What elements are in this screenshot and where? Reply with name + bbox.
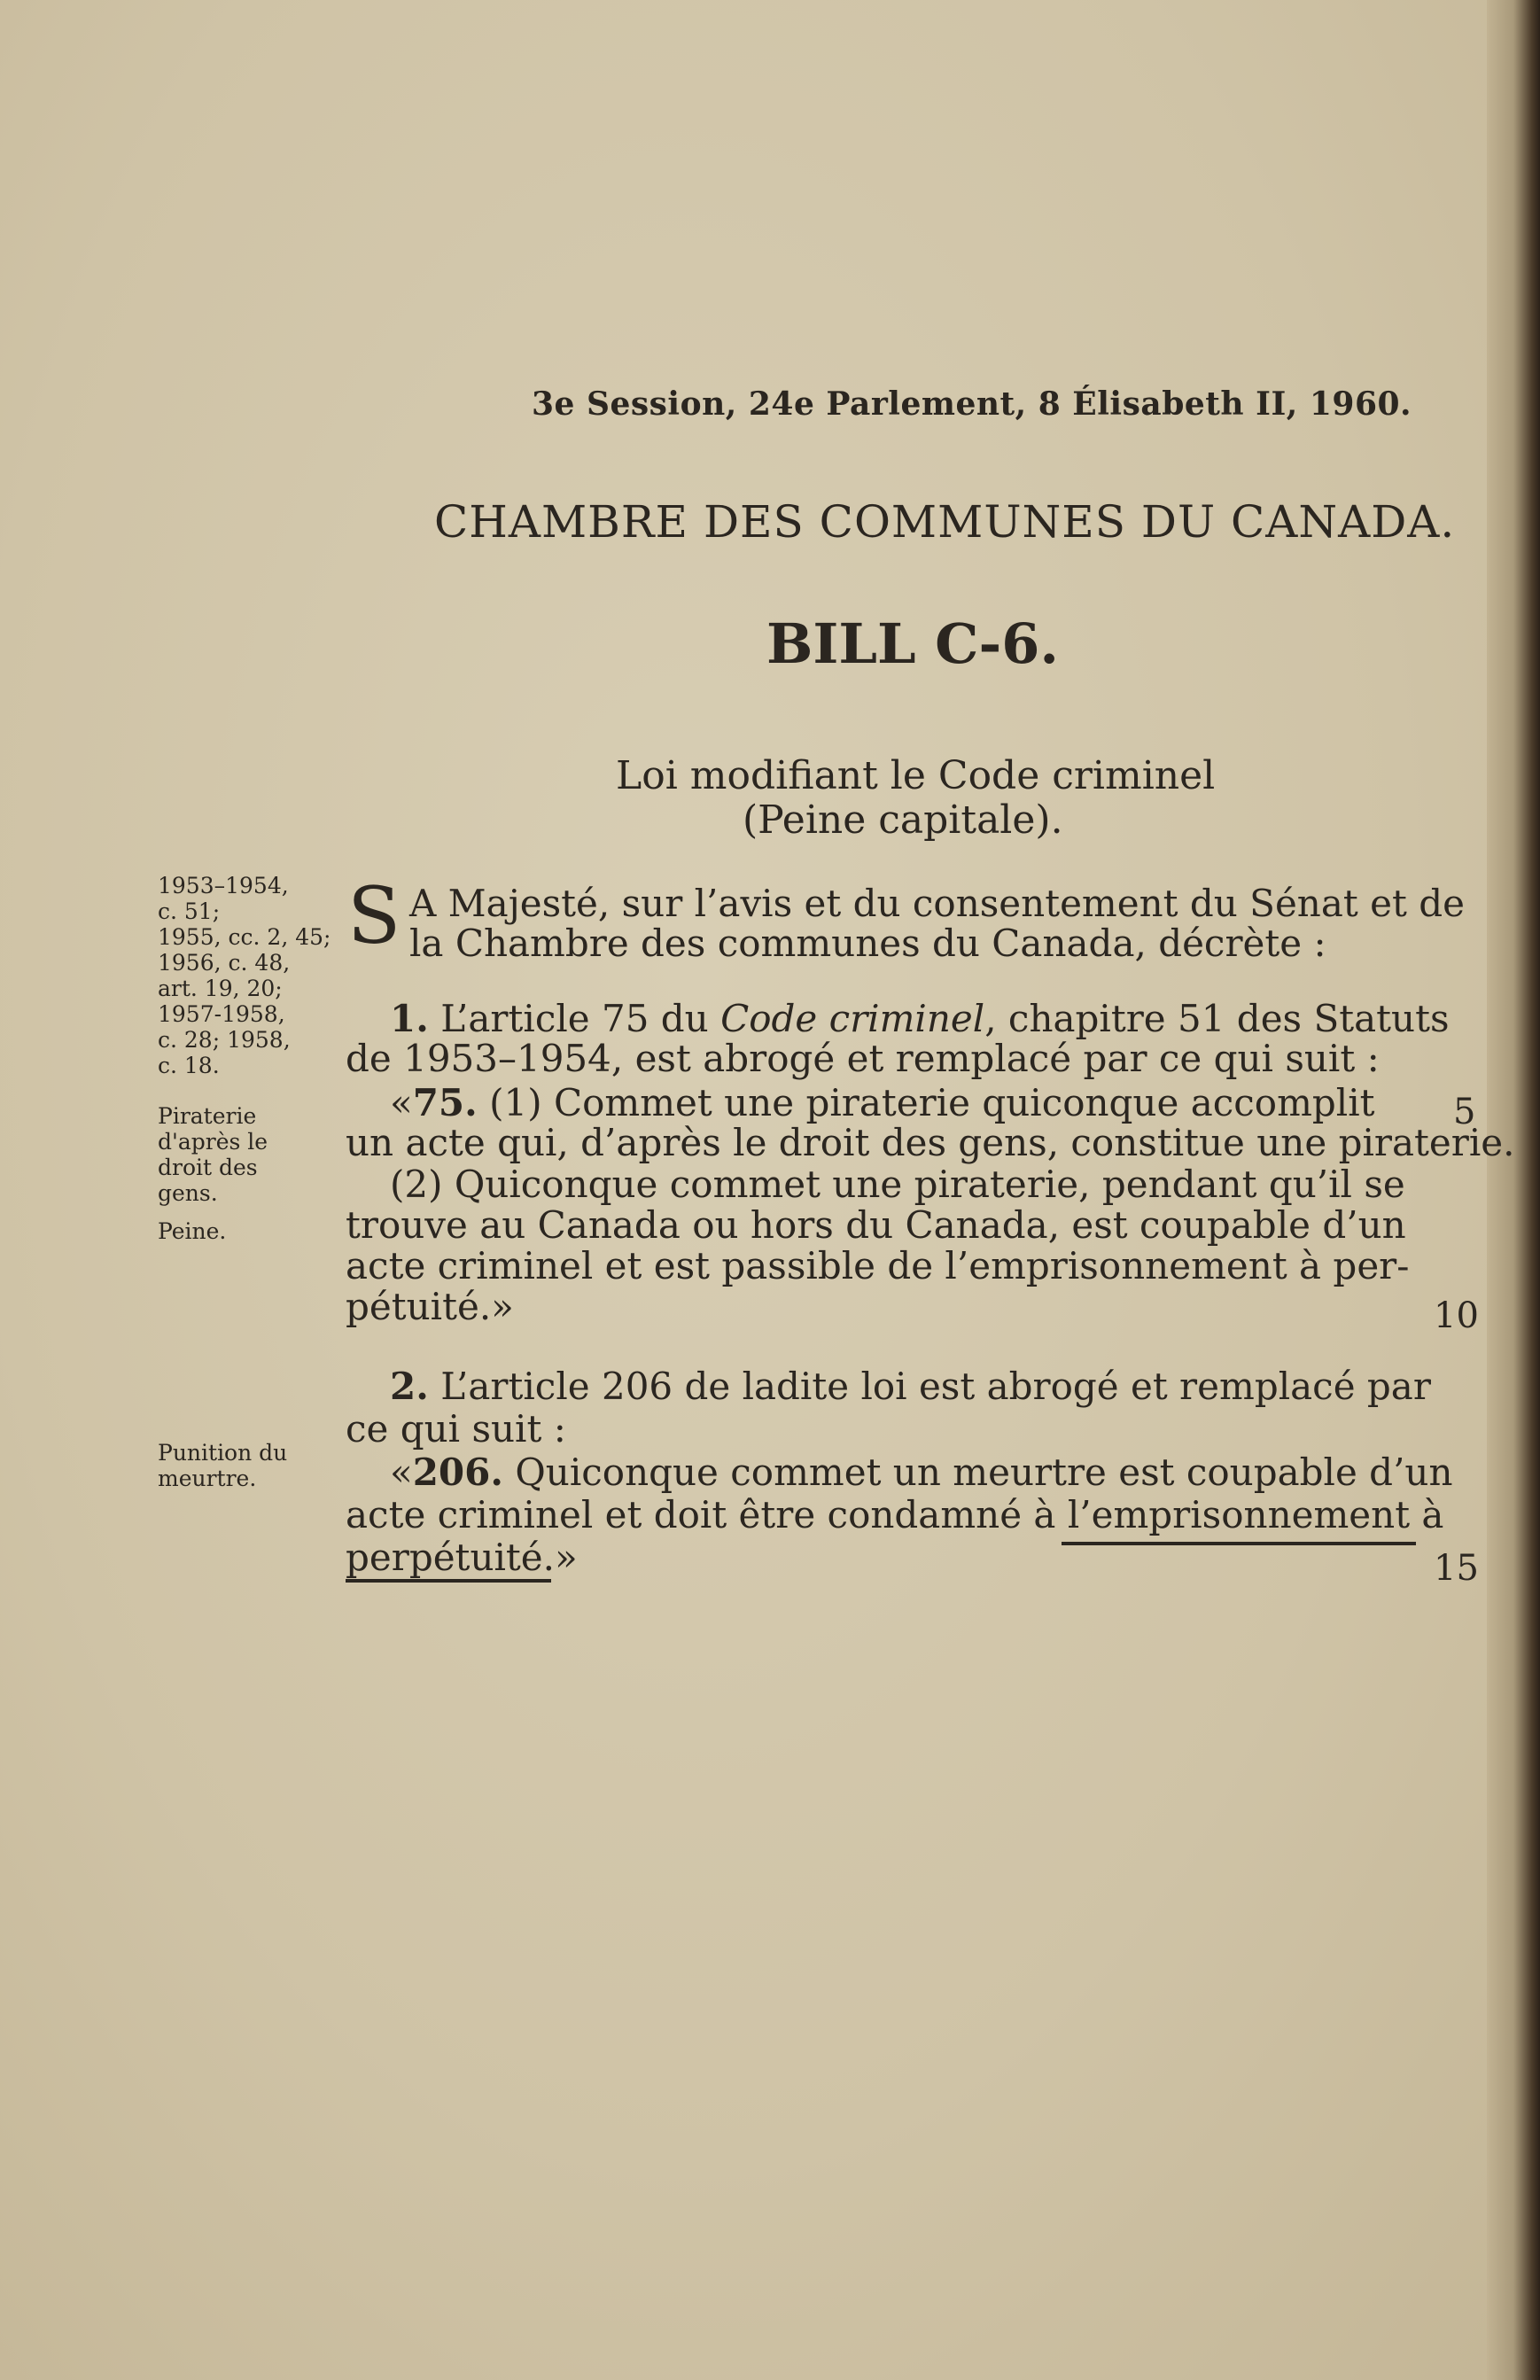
bill-number: BILL C-6.	[766, 611, 1059, 676]
line-number-10: 10	[1434, 1295, 1479, 1336]
handwritten-underline-1	[1062, 1542, 1416, 1545]
handwritten-underline-2	[346, 1579, 551, 1583]
margin-note-murder: Punition du meurtre.	[158, 1440, 288, 1491]
section-2-line-1: 2. L’article 206 de ladite loi est abrogé et remplacé par	[390, 1365, 1431, 1408]
section-2-number: 2.	[390, 1365, 429, 1408]
section-2-line-2: ce qui suit :	[346, 1407, 566, 1451]
enacting-clause-line-2: la Chambre des communes du Canada, décrète :	[409, 922, 1326, 965]
margin-note-penalty: Peine.	[158, 1218, 227, 1244]
article-206-line-1: «206. Quiconque commet un meurtre est coupable d’un	[390, 1451, 1453, 1494]
bill-title-line-2: (Peine capitale).	[743, 797, 1063, 843]
chamber-heading: CHAMBRE DES COMMUNES DU CANADA.	[434, 496, 1456, 548]
code-criminel-italic: Code criminel	[720, 997, 985, 1040]
article-75-para-2-line-4: pétuité.»	[346, 1285, 514, 1328]
section-1-line-1: 1. L’article 75 du Code criminel, chapitre 51 des Statuts	[390, 997, 1450, 1040]
article-206-line-3: perpétuité.»	[346, 1536, 578, 1579]
article-75-line-1: «75. (1) Commet une piraterie quiconque accomplit	[390, 1081, 1375, 1124]
article-206-line-2: acte criminel et doit être condamné à l’emprisonnement à	[346, 1493, 1444, 1536]
drop-cap: S	[347, 870, 401, 961]
article-75-number: 75.	[412, 1081, 478, 1124]
margin-note-citations: 1953–1954, c. 51; 1955, cc. 2, 45; 1956, c. 48, art. 19, 20; 1957-1958, c. 28; 1958, c. 18.	[158, 873, 331, 1078]
section-1-number: 1.	[390, 997, 429, 1040]
article-206-number: 206.	[412, 1451, 503, 1494]
article-75-para-2-line-1: (2) Quiconque commet une piraterie, pendant qu’il se	[390, 1163, 1405, 1206]
line-number-5: 5	[1453, 1092, 1476, 1132]
book-spine-edge	[1487, 0, 1540, 2380]
section-1-line-2: de 1953–1954, est abrogé et remplacé par ce qui suit :	[346, 1037, 1380, 1080]
enacting-clause-line-1: A Majesté, sur l’avis et du consentement du Sénat et de	[409, 882, 1465, 925]
line-number-15: 15	[1434, 1548, 1479, 1589]
article-75-para-2-line-3: acte criminel et est passible de l’emprisonnement à per-	[346, 1244, 1410, 1287]
article-75-line-2: un acte qui, d’après le droit des gens, constitue une piraterie.	[346, 1121, 1515, 1164]
margin-note-piracy: Piraterie d'après le droit des gens.	[158, 1103, 268, 1206]
article-75-para-2-line-2: trouve au Canada ou hors du Canada, est coupable d’un	[346, 1203, 1406, 1247]
bill-title-line-1: Loi modifiant le Code criminel	[616, 753, 1216, 798]
session-line: 3e Session, 24e Parlement, 8 Élisabeth II, 1960.	[532, 385, 1412, 423]
